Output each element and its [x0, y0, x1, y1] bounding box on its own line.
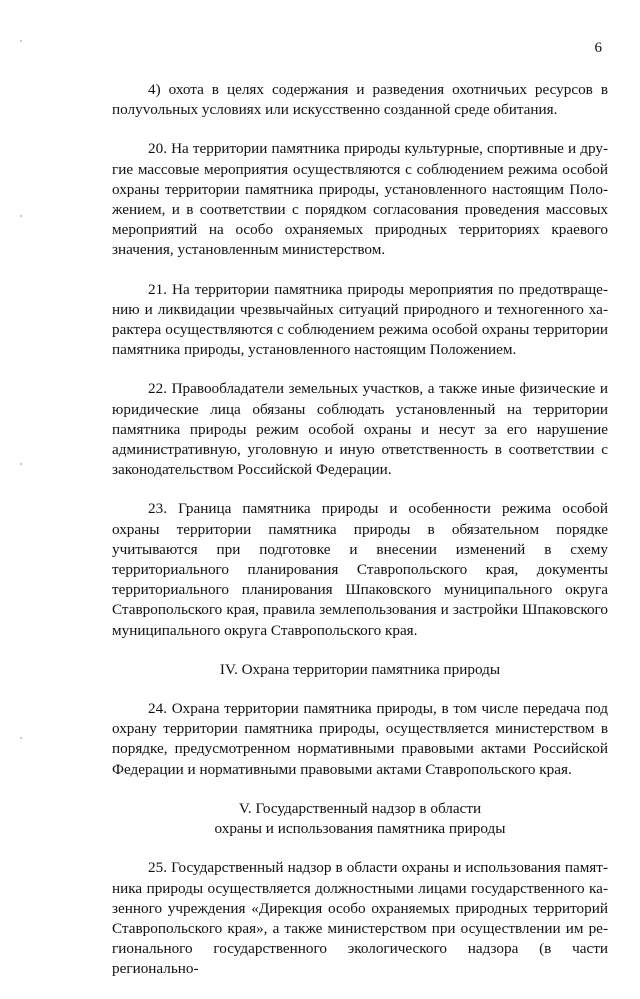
paragraph-item-4: 4) охота в целях содержания и разведения охотничьих ресурсов в полуvольных условиях или искусственно созданной среде обитания. [112, 81, 608, 119]
section-heading-5-line1: V. Государственный надзор в области [238, 799, 482, 817]
paragraph-24: 24. Охрана территории памятника природы, в том числе передача под охрану территории памятника природы, осуществляется министерством в порядке, предусмотренном нормативными правовыми актами Российской Федерации и нормативными правовыми актами Ставропольского края. [112, 700, 608, 778]
section-heading-5 [112, 799, 608, 839]
margin-mark [20, 463, 22, 465]
paragraph-23: 23. Граница памятника природы и особенности режима особой охраны территории памятника природы в обязательном порядке учитываются при подготовке и внесении изменений в схему территориального планирования Ставропольского края, документы территориального планирования Шпаковского муниципального округа Ставропольского края, правила землепользования и застройки Шпаковского муниципального округа Ставропольского края. [112, 500, 608, 639]
margin-mark [20, 40, 22, 42]
section-heading-4 [112, 660, 608, 680]
section-heading-4-text: IV. Охрана территории памятника природы [219, 660, 501, 678]
page-number: 6 [594, 40, 602, 56]
margin-mark [20, 215, 22, 217]
paragraph-20: 20. На территории памятника природы культурные, спортивные и другие массовые мероприятия осуществляются с соблюдением режима особой охраны территории памятника природы, установленного настоящим Положением, и в соответствии с порядком согласования проведения массовых мероприятий на особо охраняемых природных территориях краевого значения, установленным министерством. [112, 140, 608, 259]
paragraph-22: 22. Правообладатели земельных участков, а также иные физические и юридические лица обязаны соблюдать установленный на территории памятника природы режим особой охраны и несут за его нарушение административную, уголовную и иную ответственность в соответствии с законодательством Российской Федерации. [112, 380, 608, 479]
margin-mark [20, 737, 22, 739]
section-heading-5-line2: охраны и использования памятника природы [214, 820, 506, 838]
paragraph-21: 21. На территории памятника природы мероприятия по предотвращению и ликвидации чрезвычайных ситуаций природного и техногенного характера осуществляются с соблюдением режима особой охраны территории памятника природы, установленного настоящим Положением. [112, 280, 608, 359]
paragraph-25: 25. Государственный надзор в области охраны и использования памятника природы осуществляется должностными лицами государственного казенного учреждения «Дирекция особо охраняемых природных территорий Ставропольского края», а также министерством при осуществлении им регионального государственного экологического надзора (в части регионально- [112, 859, 608, 978]
document-body [112, 80, 608, 999]
